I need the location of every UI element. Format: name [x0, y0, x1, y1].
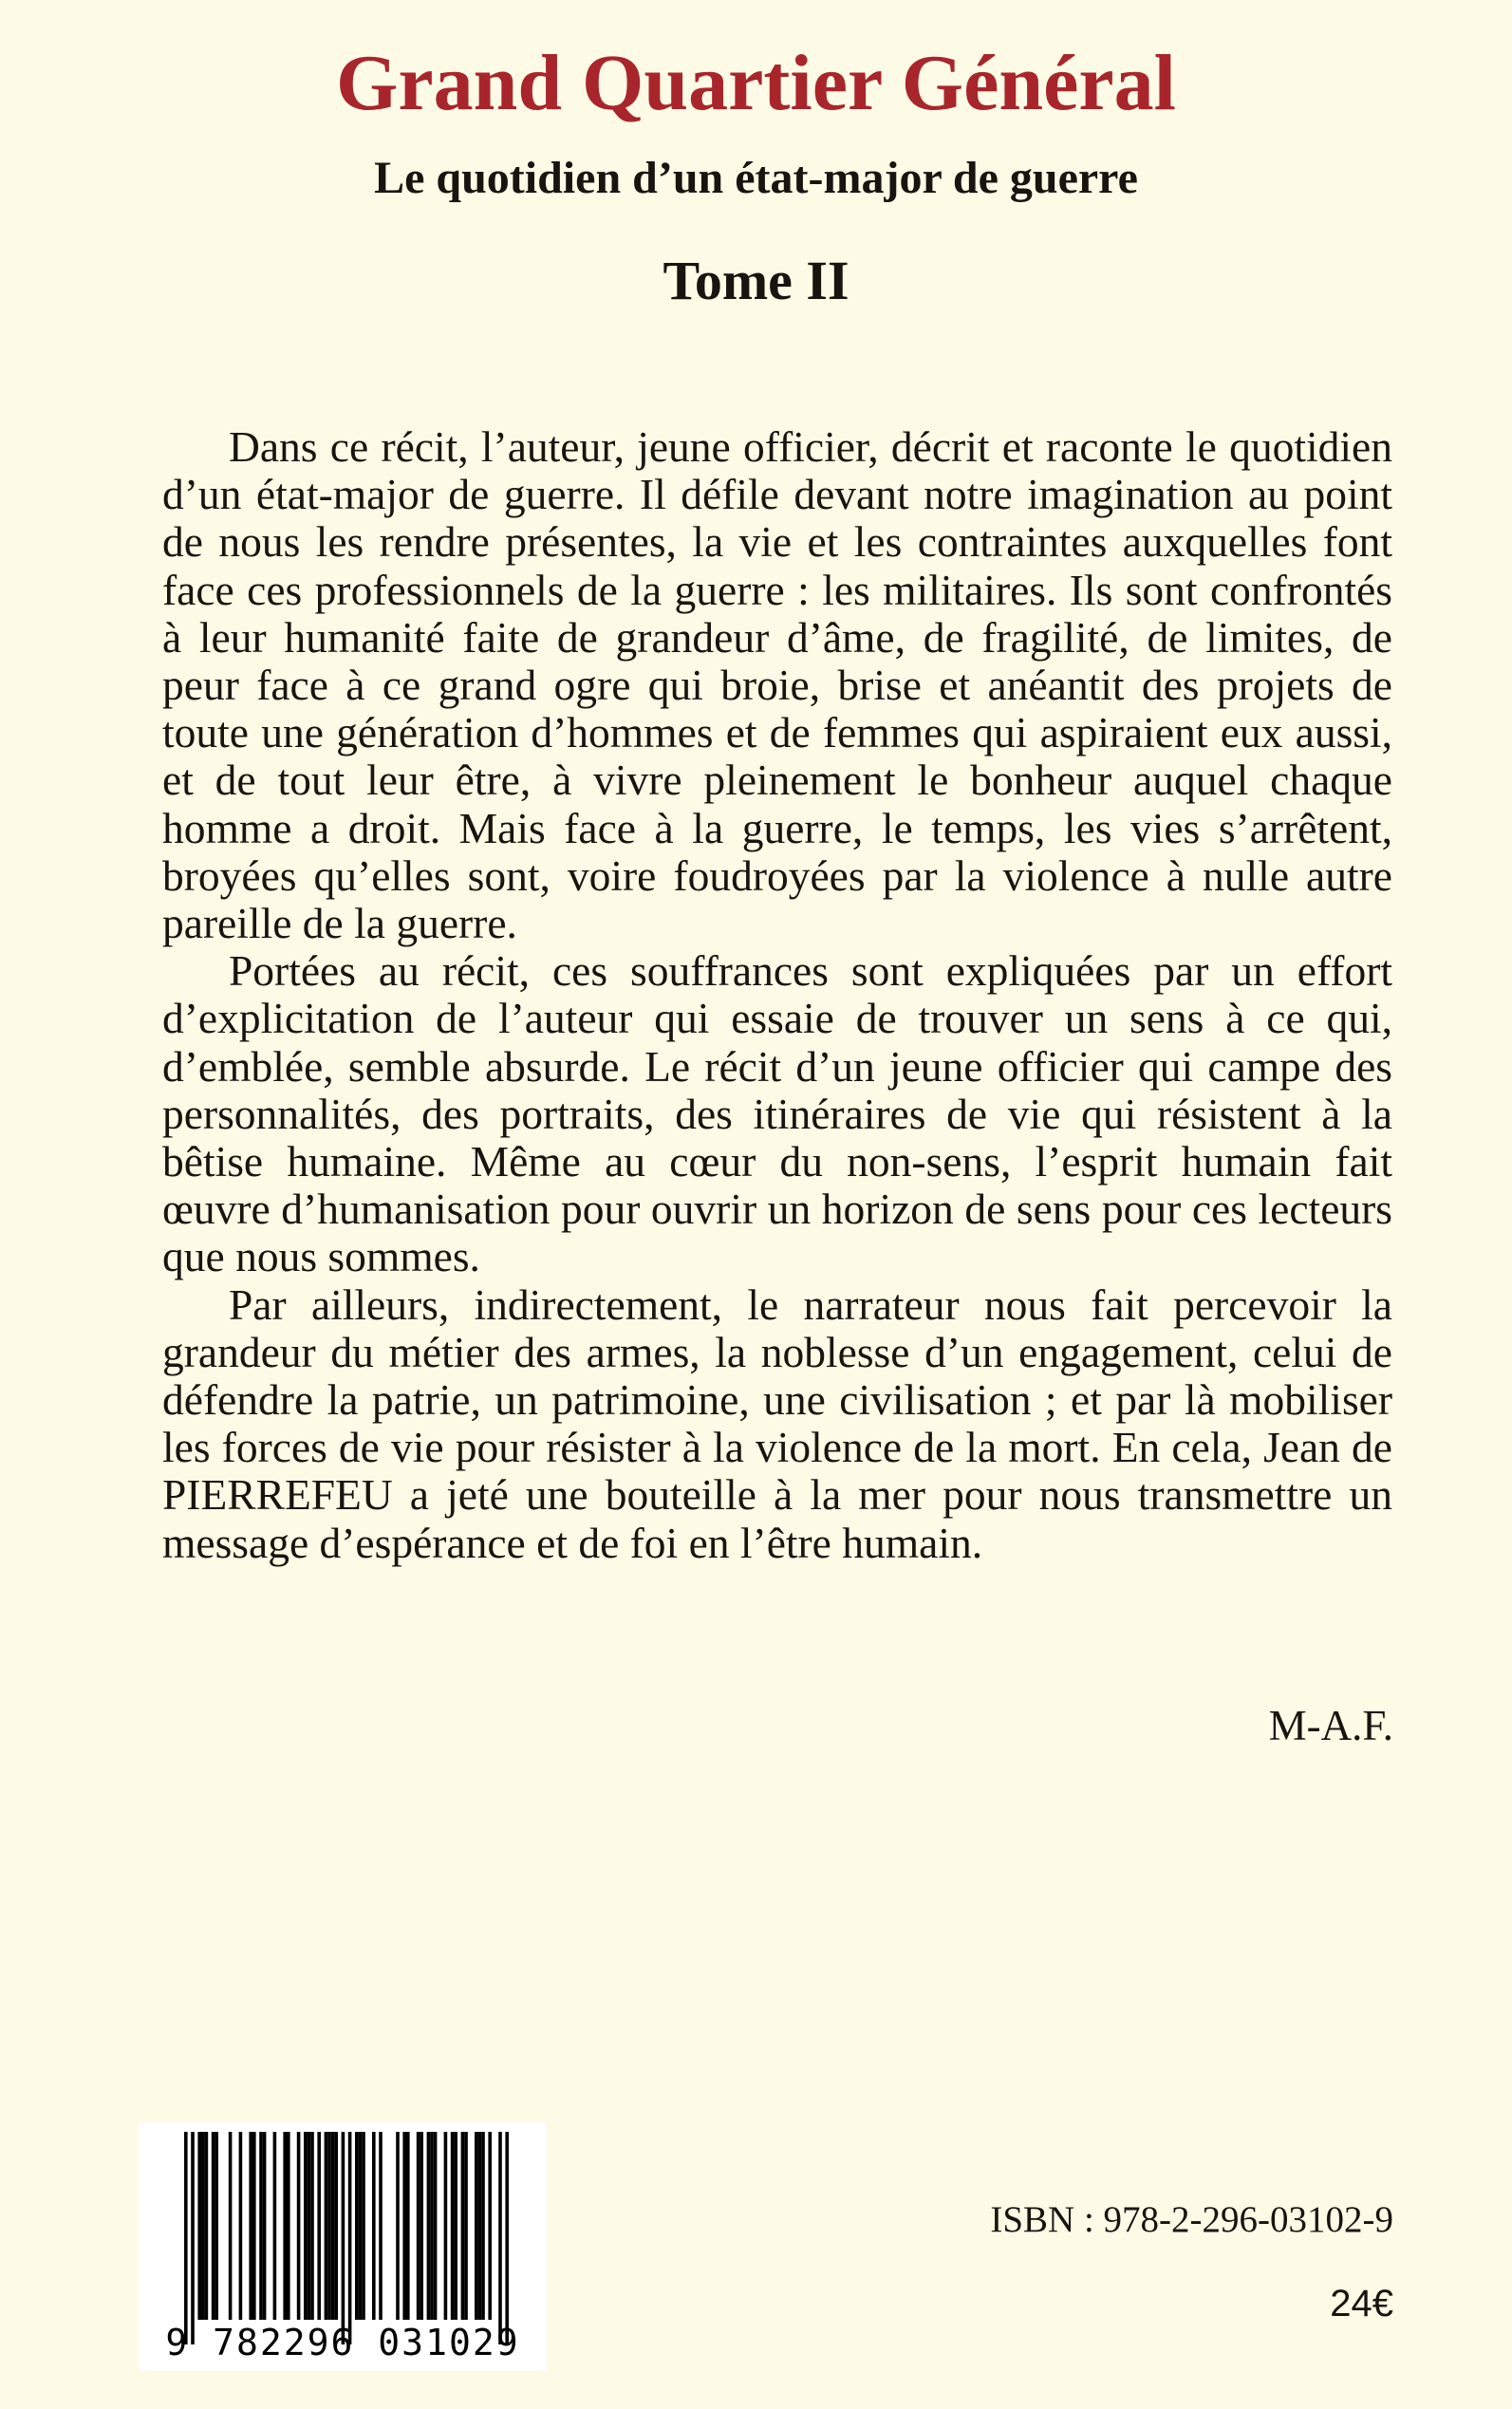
barcode-bar [417, 2132, 420, 2320]
barcode-bar [402, 2132, 406, 2320]
barcode-bar [259, 2132, 263, 2320]
barcode-bar [239, 2132, 243, 2320]
barcode-bar [308, 2132, 311, 2320]
barcode-bar [273, 2132, 277, 2320]
price-label: 24€ [1330, 2283, 1393, 2325]
book-title: Grand Quartier Général [336, 39, 1176, 127]
blurb-text [162, 423, 1392, 1567]
barcode-bar [297, 2132, 301, 2320]
barcode-bar [283, 2132, 287, 2320]
barcode-bar [427, 2132, 431, 2320]
barcode-bar [229, 2132, 233, 2320]
barcode-bar [359, 2132, 363, 2320]
barcode-bar [481, 2132, 485, 2320]
barcode-bar [505, 2132, 509, 2344]
blurb-signature: M-A.F. [1268, 1702, 1393, 1749]
barcode-bar [464, 2132, 468, 2320]
barcode-bar [287, 2132, 290, 2320]
barcode-bar [184, 2132, 188, 2344]
barcode-bar [304, 2132, 308, 2320]
barcode-bar [317, 2132, 321, 2320]
isbn-number: ISBN : 978-2-296-03102-9 [990, 2199, 1393, 2240]
barcode-bar [434, 2132, 438, 2320]
barcode-bar [331, 2132, 335, 2320]
barcode-bar [348, 2132, 352, 2344]
barcode-bar [310, 2132, 314, 2320]
barcode-bar [372, 2132, 376, 2320]
blurb-paragraph-3: Par ailleurs, indirectement, le narrateur nous fait percevoir la grandeur du métier des armes, la noblesse d’un engagement, celui de défendre la patrie, un patrimoine, une civilisation ; et par là mobiliser les forces de vie pour résister à la violence de la mort. En cela, Jean de PIERREFEU a jeté une bouteille à la mer pour nous transmettre un message d’espérance et de foi en l’être humain. [162, 1279, 1392, 1567]
barcode-bar [420, 2132, 423, 2320]
barcode-bar [396, 2132, 400, 2320]
barcode-bar [263, 2132, 267, 2320]
barcode-bar [478, 2132, 482, 2320]
barcode-bar [334, 2132, 338, 2320]
book-subtitle: Le quotidien d’un état-major de guerre [374, 153, 1138, 203]
barcode-bar [191, 2132, 195, 2344]
barcode-bar [430, 2132, 434, 2320]
barcode-bar [454, 2132, 457, 2320]
barcode-bar [325, 2132, 328, 2320]
barcode-bar [197, 2132, 201, 2320]
barcode-bar [342, 2132, 345, 2344]
ean-barcode [139, 2122, 547, 2371]
barcode-bar [498, 2132, 502, 2344]
blurb-paragraph-2: Portées au récit, ces souffrances sont expliquées par un effort d’explicitation de l’auteur qui essaie de trouver un sens à ce qui, d’emblée, semble absurde. Le récit d’un jeune officier qui campe des personnalités, des portraits, des itinéraires de vie qui résistent à la bêtise humaine. Même au cœur du non-sens, l’esprit humain fait œuvre d’humanisation pour ouvrir un horizon de sens pour ces lecteurs que nous sommes. [162, 946, 1392, 1281]
barcode-bar [212, 2132, 215, 2320]
barcode-bar [362, 2132, 365, 2320]
barcode-bar [444, 2132, 448, 2320]
barcode-digits: 9 782296 031029 [165, 2322, 520, 2363]
blurb-paragraph-1: Dans ce récit, l’auteur, jeune officier, décrit et raconte le quotidien d’un état-major de guerre. Il défile devant notre imagination au point de nous les rendre présentes, la vie et les contraintes auxquelles font face ces professionnels de la guerre : les militaires. Ils sont confrontés à leur humanité faite de grandeur d’âme, de fragilité, de limites, de peur face à ce grand ogre qui broie, brise et anéantit des projets de toute une génération d’hommes et de femmes qui aspiraient eux aussi, et de tout leur être, à vivre pleinement le bonheur auquel chaque homme a droit. Mais face à la guerre, le temps, les vies s’arrêtent, broyées qu’elles sont, voire foudroyées par la violence à nulle autre pareille de la guerre. [162, 422, 1392, 948]
barcode-bar [249, 2132, 252, 2320]
barcode-bar [327, 2132, 331, 2320]
barcode-bar [252, 2132, 256, 2320]
barcode-bar [475, 2132, 478, 2320]
volume-label: Tome II [663, 250, 849, 311]
barcode-bar [406, 2132, 410, 2320]
barcode-bar [205, 2132, 209, 2320]
barcode-bar [488, 2132, 492, 2320]
barcode-bar [201, 2132, 205, 2320]
barcode-bar [461, 2132, 465, 2320]
barcode-bar [379, 2132, 383, 2320]
barcode-bar [215, 2132, 218, 2320]
barcode-bar [355, 2132, 359, 2320]
barcode-bar [451, 2132, 455, 2320]
